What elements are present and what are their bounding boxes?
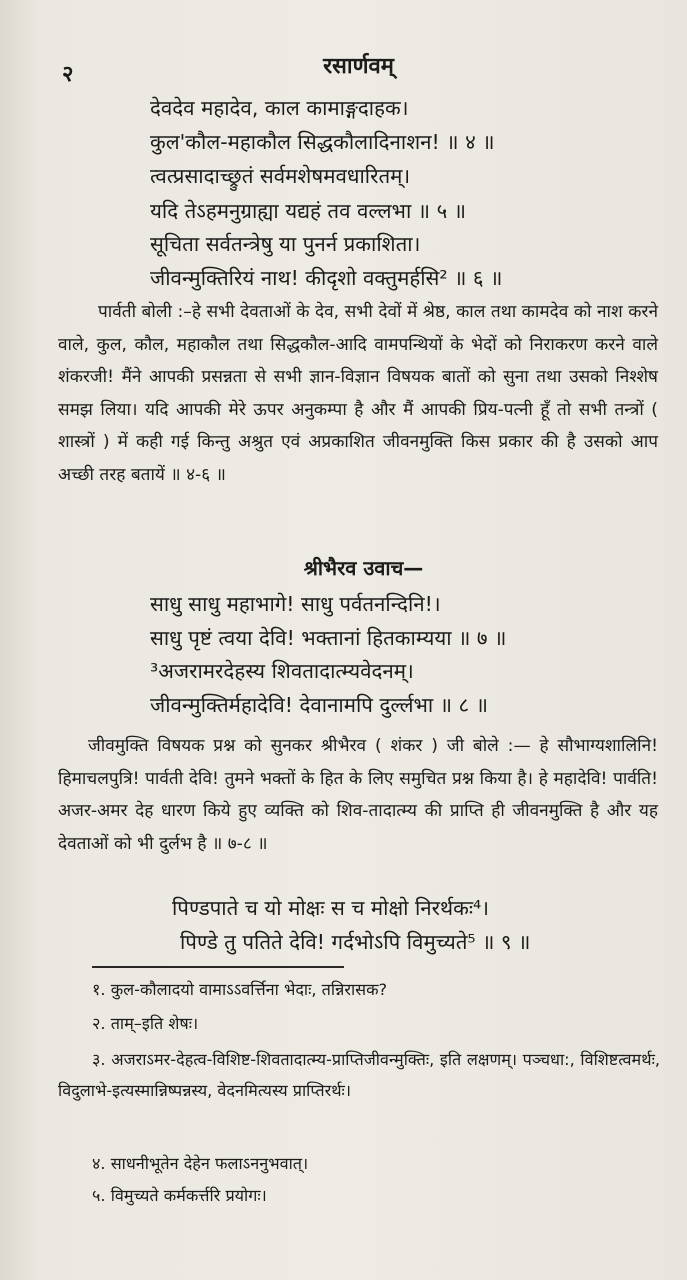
verse-line: ³अजरामरदेहस्य शिवतादात्म्यवेदनम्।: [150, 659, 414, 683]
verse-line: साधु साधु महाभागे! साधु पर्वतनन्दिनि!।: [150, 592, 441, 616]
verse-line: सूचिता सर्वतन्त्रेषु या पुनर्न प्रकाशिता।: [150, 232, 421, 256]
verse-line: त्वत्प्रसादाच्छ्रुतं सर्वमशेषमवधारितम्।: [150, 164, 411, 188]
verse-line: जीवन्मुक्तिरियं नाथ! कीदृशो वक्तुमर्हसि² ॥ ६ ॥: [150, 266, 503, 290]
footnote: १. कुल-कौलादयो वामाऽऽवर्त्तिना भेदाः, तन्निरासक?: [92, 980, 388, 999]
footnote: ५. विमुच्यते कर्मकर्त्तरि प्रयोगः।: [92, 1186, 267, 1205]
running-head: रसार्णवम्: [323, 54, 394, 79]
verse-line: देवदेव महादेव, काल कामाङ्गदाहक।: [150, 96, 409, 120]
verse-line: पिण्डपाते च यो मोक्षः स च मोक्षो निरर्थकः⁴।: [172, 896, 490, 920]
footnote: ३. अजराऽमर-देहत्व-विशिष्ट-शिवतादात्म्य-प्राप्तिजीवन्मुक्तिः, इति लक्षणम्। पञ्चधा:, विशिष्टत्वमर्थः, विदुलाभे-इत्यस्मान्निष्पन्नस्य, वेदनमित्यस्य प्राप्तिरर्थः।: [58, 1050, 660, 1100]
translation-paragraph: जीवमुक्ति विषयक प्रश्न को सुनकर श्रीभैरव ( शंकर ) जी बोले :— हे सौभाग्यशालिनि! हिमाचलपुत्रि! पार्वती देवि! तुमने भक्तों के हित के लिए समुचित प्रश्न किया है। हे महादेवि! पार्वति! अजर-अमर देह धारण किये हुए व्यक्ति को शिव-तादात्म्य की प्राप्ति ही जीवनमुक्ति है और यह देवताओं को भी दुर्लभ है ॥ ७-८ ॥: [58, 736, 658, 854]
translation-paragraph: पार्वती बोली :–हे सभी देवताओं के देव, सभी देवों में श्रेष्ठ, काल तथा कामदेव को नाश करने वाले, कुल, कौल, महाकौल तथा सिद्धकौल-आदि वामपन्थियों के भेदों को निराकरण करने वाले शंकरजी! मैंने आपकी प्रसन्नता से सभी ज्ञान-विज्ञान विषयक बातों को सुना तथा उसको निश्शेष समझ लिया। यदि आपकी मेरे ऊपर अनुकम्पा है और मैं आपकी प्रिय-पत्नी हूँ तो सभी तन्त्रों ( शास्त्रों ) में कही गई किन्तु अश्रुत एवं अप्रकाशित जीवनमुक्ति किस प्रकार की है उसको आप अच्छी तरह बतायें ॥ ४-६ ॥: [58, 302, 658, 485]
footnote-rule: [92, 966, 344, 968]
verse-line: जीवन्मुक्तिर्महादेवि! देवानामपि दुर्ल्लभा ॥ ८ ॥: [150, 693, 488, 717]
page-number: २: [62, 62, 74, 87]
footnote: २. ताम्–इति शेषः।: [92, 1014, 199, 1033]
verse-line: कुल'कौल-महाकौल सिद्धकौलादिनाशन! ॥ ४ ॥: [150, 130, 495, 154]
footnote: ४. साधनीभूतेन देहेन फलाऽननुभवात्।: [92, 1154, 309, 1173]
verse-line: यदि तेऽहमनुग्राह्या यद्यहं तव वल्लभा ॥ ५ ॥: [150, 199, 467, 223]
speaker-heading: श्रीभैरव उवाच—: [303, 556, 424, 580]
verse-line: साधु पृष्टं त्वया देवि! भक्तानां हितकाम्यया ॥ ७ ॥: [150, 626, 507, 650]
verse-line: पिण्डे तु पतिते देवि! गर्दभोऽपि विमुच्यते⁵ ॥ ९ ॥: [180, 930, 531, 954]
